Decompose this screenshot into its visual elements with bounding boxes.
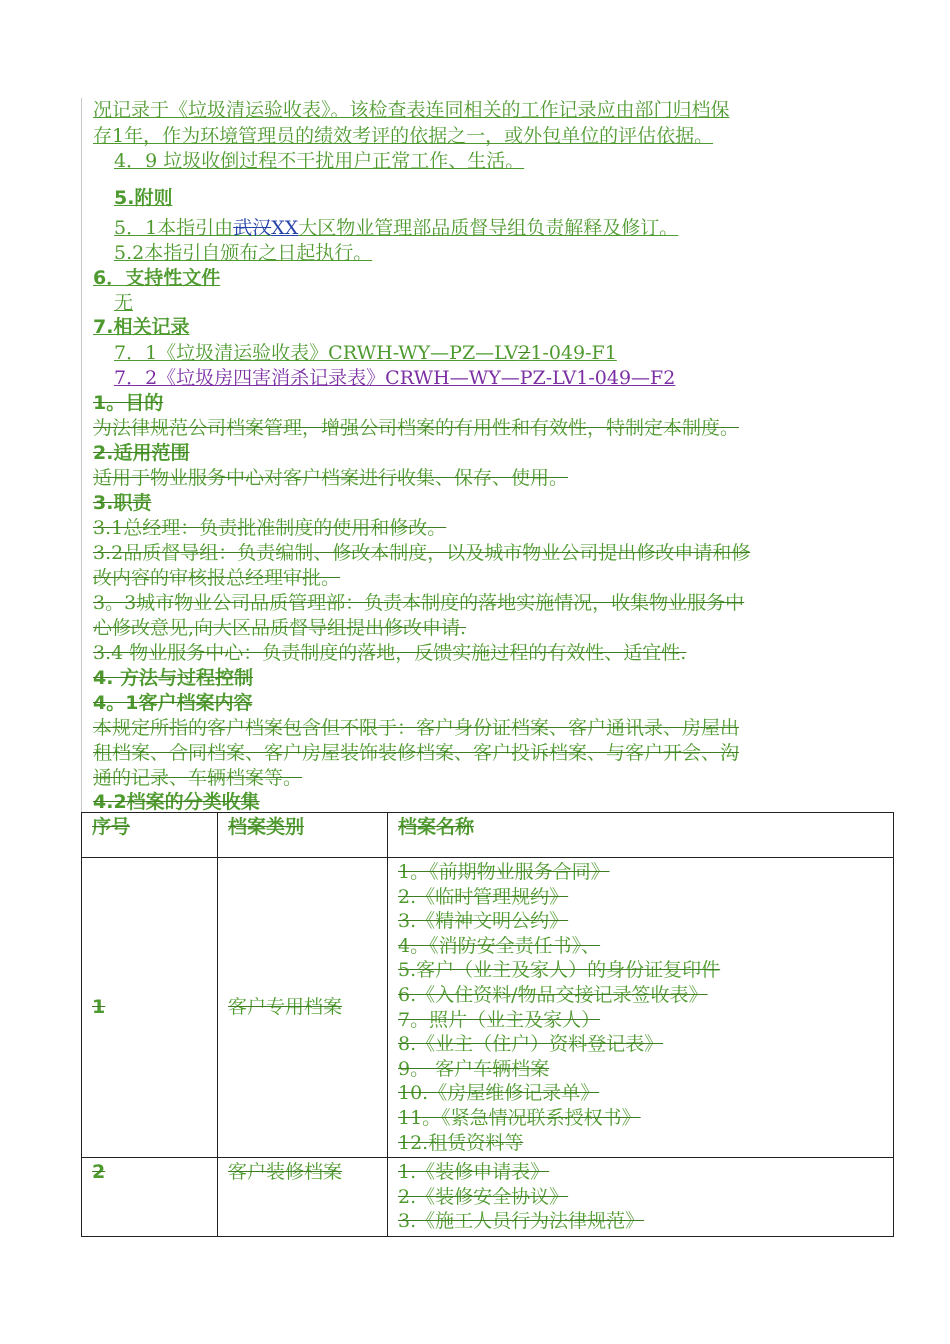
archive-item: 3.《精神文明公约》 (398, 910, 569, 933)
paragraph-line: 况记录于《垃圾清运验收表》。该检查表连同相关的工作记录应由部门归档保 (93, 99, 730, 121)
archive-item: 5.客户（业主及家人）的身份证复印件 (398, 959, 721, 982)
deleted-heading-4-2: 4.2档案的分类收集 (93, 791, 260, 813)
archive-item: 2.《临时管理规约》 (398, 885, 569, 908)
row-number: 2 (82, 1158, 218, 1237)
support-none: 无 (114, 292, 134, 314)
appendix-item-1 (114, 216, 678, 240)
paragraph-line: 存1年，作为环境管理员的绩效考评的依据之一，或外包单位的评估依据。 (93, 125, 714, 147)
archive-item: 8.《业主（住户）资料登记表》 (398, 1033, 664, 1056)
deleted-duty-3-2-cont: 改内容的审核报总经理审批。 (93, 567, 341, 589)
archive-item: 9。 客户车辆档案 (398, 1057, 550, 1080)
archive-item: 11。《紧急情况联系授权书》 (398, 1106, 641, 1129)
row-category: 客户装修档案 (218, 1158, 388, 1237)
row-number: 1 (82, 858, 218, 1158)
deleted-heading-purpose: 1。目的 (93, 392, 164, 414)
appendix-item-1-suffix: 大区物业管理部品质督导组负责解释及修订。 (298, 217, 679, 239)
row-items (388, 858, 894, 1158)
table-row (82, 1158, 894, 1237)
deleted-content-line: 通的记录、车辆档案等。 (93, 767, 303, 789)
records-item-1-suffix: 1-049-F1 (530, 342, 617, 364)
archive-item: 7。照片（业主及家人） (398, 1008, 601, 1031)
archive-item: 10.《房屋维修记录单》 (398, 1082, 600, 1105)
archive-item: 1.《装修申请表》 (398, 1161, 550, 1184)
row-items (388, 1158, 894, 1237)
deleted-duty-3-3-cont: 心修改意见,向大区品质督导组提出修改申请. (93, 617, 467, 639)
row-category: 客户专用档案 (218, 858, 388, 1158)
appendix-heading: 5.附则 (114, 187, 173, 209)
clause-4-9: 4．9 垃圾收倒过程不干扰用户正常工作、生活。 (114, 150, 525, 172)
inserted-text: XX (271, 217, 299, 239)
deleted-heading-scope: 2.适用范围 (93, 442, 190, 464)
archive-item: 1。《前期物业服务合同》 (398, 861, 610, 883)
deleted-content-line: 本规定所指的客户档案包含但不限于：客户身份证档案、客户通讯录、房屋出 (93, 717, 740, 739)
table-row (82, 858, 894, 1158)
appendix-item-1-prefix: 5．1本指引由 (114, 217, 234, 239)
deleted-duty-3-4: 3.4 物业服务中心：负责制度的落地，反馈实施过程的有效性、适宜性. (93, 642, 687, 664)
records-heading: 7.相关记录 (93, 316, 190, 338)
table-header-cell: 档案类别 (218, 813, 388, 858)
records-item-1-prefix: 7．1《垃圾清运验收表》CRWH-WY—PZ—LV (114, 342, 519, 364)
deleted-duty-3-3: 3。3城市物业公司品质管理部：负责本制度的落地实施情况，收集物业服务中 (93, 592, 745, 614)
records-item-1 (114, 341, 617, 365)
appendix-item-2: 5.2本指引自颁布之日起执行。 (114, 242, 373, 264)
deleted-duty-3-1: 3.1总经理：负责批准制度的使用和修改。 (93, 517, 447, 539)
deleted-text: 武汉 (233, 217, 272, 239)
archive-item: 3.《施工人员行为法律规范》 (398, 1210, 645, 1233)
deleted-content-line: 租档案、合同档案、客户房屋装饰装修档案、客户投诉档案、与客户开会、沟 (93, 742, 740, 764)
support-heading: 6．支持性文件 (93, 267, 221, 289)
deleted-paragraph: 适用于物业服务中心对客户档案进行收集、保存、使用。 (93, 467, 569, 489)
archive-item: 4。《消防安全责任书》、 (398, 934, 601, 957)
deleted-paragraph: 为法律规范公司档案管理，增强公司档案的有用性和有效性，特制定本制度。 (93, 417, 740, 439)
deleted-heading-4-1: 4。1客户档案内容 (93, 692, 253, 714)
deleted-heading-methods: 4. 方法与过程控制 (93, 667, 254, 689)
table-header-cell: 档案名称 (388, 813, 894, 858)
archive-item: 2.《装修安全协议》 (398, 1185, 569, 1208)
archive-item: 12.租赁资料等 (398, 1131, 524, 1154)
table-header-row (82, 813, 894, 858)
table-header-cell: 序号 (82, 813, 218, 858)
deleted-duty-3-2: 3.2品质督导组：负责编制、修改本制度，以及城市物业公司提出修改申请和修 (93, 542, 751, 564)
deleted-text: 2 (518, 342, 531, 364)
records-item-2: 7．2《垃圾房四害消杀记录表》CRWH—WY—PZ-LV1-049—F2 (114, 367, 676, 389)
archive-item: 6.《入住资料/物品交接记录签收表》 (398, 983, 708, 1006)
archive-table (81, 812, 894, 1237)
deleted-heading-duties: 3.职责 (93, 492, 152, 514)
